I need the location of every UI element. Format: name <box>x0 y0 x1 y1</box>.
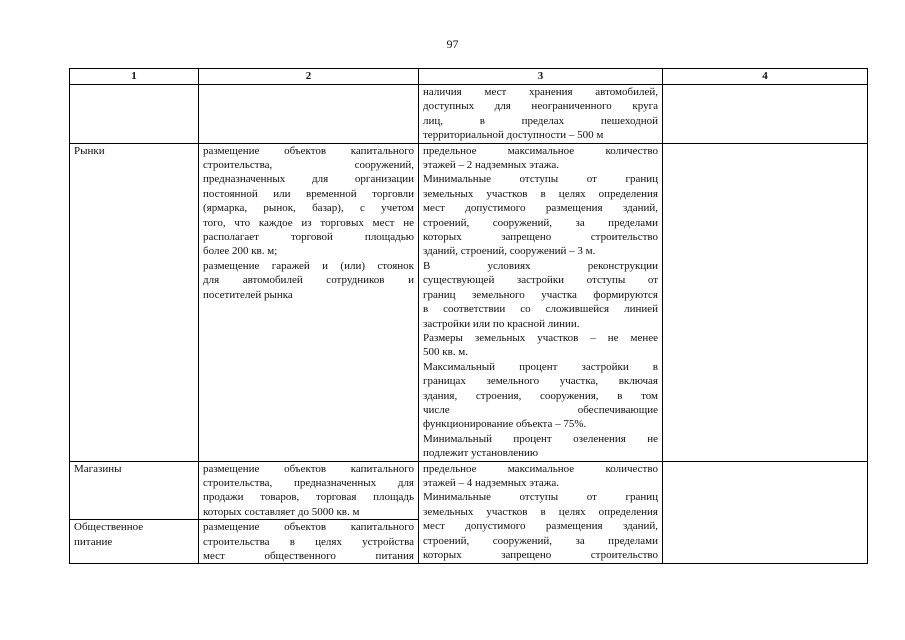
text-line: которых запрещено строительство <box>423 549 658 561</box>
text-line: В условиях реконструкции <box>423 259 658 272</box>
text-line: наличия мест хранения автомобилей, <box>423 86 658 98</box>
text-line: Минимальный процент озеленения не <box>423 432 658 445</box>
text-line: строительства в целях устройства <box>203 535 414 548</box>
text-line: мест допустимого размещения зданий, <box>423 202 658 215</box>
cell-restrictions-empty <box>663 143 868 461</box>
text-line: продажи товаров, торговая площадь <box>203 491 414 504</box>
table-row-markets <box>70 143 868 461</box>
cell-name-empty <box>70 85 199 144</box>
text-line: территориальной доступности – 500 м <box>423 129 604 142</box>
text-line: лиц, в пределах пешеходной <box>423 114 658 127</box>
text-line: (ярмарка, рынок, базар), с учетом <box>203 202 414 215</box>
text-line: размещение объектов капитального <box>203 462 414 475</box>
text-line: земельных участков в целях определения <box>423 505 658 518</box>
table-header-row <box>70 69 868 85</box>
cell-name-line: питание <box>74 535 113 548</box>
text-line: земельных участков в целях определения <box>423 187 658 200</box>
text-line: мест допустимого размещения зданий, <box>423 520 658 533</box>
text-line: этажей – 2 надземных этажа. <box>423 159 560 172</box>
text-line: строений, сооружений, за пределами <box>423 534 658 547</box>
page-number: 97 <box>446 37 459 51</box>
text-line: зданий, строений, сооружений – 3 м. <box>423 245 596 258</box>
text-line: строений, сооружений, за пределами <box>423 216 658 229</box>
header-col-4: 4 <box>663 69 868 85</box>
text-line: размещение объектов капитального <box>203 521 414 534</box>
text-line: границах земельного участка, включая <box>423 375 658 388</box>
text-line: которых запрещено строительство <box>423 231 658 244</box>
text-line: строительства, предназначенных для <box>203 476 414 489</box>
cell-use-description <box>199 520 419 564</box>
cell-name-line: Общественное <box>74 521 144 534</box>
text-line: которых составляет до 5000 кв. м <box>203 505 360 518</box>
text-line: в соответствии со сложившейся линией <box>423 303 658 316</box>
text-line: предельное максимальное количество <box>423 144 658 157</box>
header-col-3: 3 <box>419 69 663 85</box>
cell-use-empty <box>199 85 419 144</box>
cell-name: Магазины <box>70 461 199 520</box>
cell-params <box>419 85 663 144</box>
text-line: размещение объектов капитального <box>203 144 414 157</box>
text-line: Минимальные отступы от границ <box>423 173 658 186</box>
text-line: функционирование объекта – 75%. <box>423 418 587 431</box>
zoning-table <box>69 68 868 564</box>
text-line: застройки или по красной линии. <box>423 317 580 330</box>
text-line: размещение гаражей и (или) стоянок <box>203 259 414 272</box>
text-line: Максимальный процент застройки в <box>423 360 658 373</box>
cell-use-description <box>199 461 419 520</box>
text-line: для автомобилей сотрудников и <box>203 274 414 287</box>
text-line: предназначенных для организации <box>203 173 414 186</box>
text-line: этажей – 4 надземных этажа. <box>423 476 560 489</box>
cell-params-shared <box>419 461 663 564</box>
text-line: предельное максимальное количество <box>423 462 658 475</box>
text-line: границ земельного участка формируются <box>423 288 658 301</box>
header-col-2: 2 <box>199 69 419 85</box>
text-line: 500 кв. м. <box>423 346 468 359</box>
table-row-shops <box>70 461 868 520</box>
text-line: располагает торговой площадью <box>203 231 414 244</box>
cell-name <box>70 520 199 564</box>
cell-use-description <box>199 143 419 461</box>
cell-restrictions-empty <box>663 461 868 564</box>
cell-restrictions-empty <box>663 85 868 144</box>
text-line: Размеры земельных участков – не менее <box>423 331 658 344</box>
cell-params <box>419 143 663 461</box>
table-row-continuation <box>70 85 868 144</box>
text-line: строительства, сооружений, <box>203 159 414 172</box>
text-line: доступных для неограниченного круга <box>423 100 658 113</box>
text-line: числе обеспечивающие <box>423 403 658 416</box>
text-line: посетителей рынка <box>203 288 293 301</box>
text-line: существующей застройки отступы от <box>423 274 658 287</box>
text-line: подлежит установлению <box>423 447 539 460</box>
text-line: здания, строения, сооружения, в том <box>423 389 658 402</box>
cell-name: Рынки <box>70 143 199 461</box>
text-line: более 200 кв. м; <box>203 245 278 258</box>
text-line: мест общественного питания <box>203 550 414 562</box>
text-line: постоянной или временной торговли <box>203 187 414 200</box>
header-col-1: 1 <box>70 69 199 85</box>
text-line: того, что каждое из торговых мест не <box>203 216 414 229</box>
text-line: Минимальные отступы от границ <box>423 491 658 504</box>
